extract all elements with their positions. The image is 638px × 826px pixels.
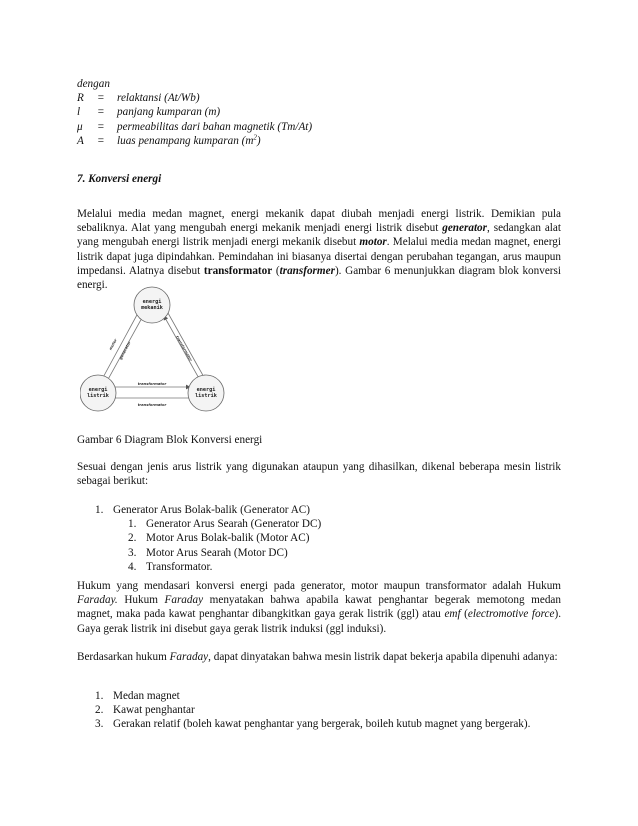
definition-text: relaktansi (At/Wb) [117, 92, 200, 105]
paragraph-text: Hukum [117, 594, 165, 607]
list-number: 3. [95, 718, 104, 731]
definition-text-tail: ) [256, 134, 261, 147]
node-label: energi [88, 387, 108, 393]
node-label: energi [142, 299, 162, 305]
list-item [128, 560, 548, 574]
list-text: Generator Arus Searah (Generator DC) [146, 518, 322, 531]
definition-symbol: l [77, 106, 81, 119]
definition-text: permeabilitas dari bahan magnetik (Tm/At) [117, 120, 313, 133]
paragraph-text: ). Gambar 6 menunjukkan diagram blok konversi energi. [77, 264, 561, 292]
paragraph-text: Melalui media medan magnet, energi mekanik dapat diubah menjadi energi listrik. Demikian pula sebaliknya. Alat yang mengubah energi mekanik menjadi energi listrik disebut [77, 208, 561, 235]
edge-label-generator: generator [118, 340, 132, 361]
list-text: Kawat penghantar [113, 704, 195, 717]
list-item [95, 703, 575, 717]
definition-symbol: μ [77, 120, 83, 133]
list-text: Medan magnet [113, 690, 180, 702]
list-number: 3. [128, 546, 137, 559]
paragraph-faraday [77, 579, 561, 636]
energy-conversion-diagram [80, 283, 230, 418]
paragraph-text: , dapat dinyatakan bahwa mesin listrik dapat bekerja apabila dipenuhi adanya: [208, 651, 558, 663]
edge-label-transformator-bottom: transformator [137, 403, 167, 407]
definitions-intro: dengan [77, 78, 110, 90]
list-item [128, 517, 548, 531]
definition-row [77, 120, 313, 134]
list-item [95, 717, 575, 731]
list-number: 2. [128, 532, 137, 545]
list-text: Motor Arus Bolak-balik (Motor AC) [146, 532, 310, 545]
list-item [95, 503, 515, 517]
term-generator: generator [442, 222, 487, 235]
paragraph-konversi [77, 207, 561, 292]
term-transformer: transformer [279, 264, 335, 277]
list-text: Motor Arus Searah (Motor DC) [146, 546, 288, 559]
definition-symbol: R [77, 92, 84, 105]
paragraph-text: Hukum yang mendasari konversi energi pada generator, motor maupun transformator adalah Hukum [77, 580, 561, 592]
definition-superscript: 2 [253, 133, 257, 142]
list-number: 1. [95, 504, 104, 516]
definition-row [77, 91, 200, 105]
paragraph-text: Sesuai dengan jenis arus listrik yang digunakan ataupun yang dihasilkan, dikenal beberapa mesin listrik sebagai berikut: [77, 461, 561, 488]
paragraph-text: . Melalui media medan magnet, energi listrik dapat juga dipindahkan. Pemindahan ini biasanya disertai dengan perubahan tegangan, arus maupun impedansi. Alatnya disebut [77, 236, 561, 277]
term-emf: emf [444, 608, 461, 621]
figure-caption: Gambar 6 Diagram Blok Konversi energi [77, 434, 263, 446]
term-faraday: Faraday. [77, 594, 118, 607]
paragraph-text: menyatakan bahwa apabila kawat penghantar begerak memotong medan magnet, maka pada kawat penghantar dibangkitkan gaya gerak listrik (ggl) atau [77, 594, 561, 621]
edge-label-transformator-mid: transformator [137, 382, 167, 386]
definition-equals: = [97, 134, 105, 147]
definition-text-main: luas penampang kumparan (m [117, 134, 254, 147]
list-number: 2. [95, 704, 104, 717]
term-faraday: Faraday [169, 651, 209, 663]
list-text: Generator Arus Bolak-balik (Generator AC) [113, 504, 310, 516]
list-item [95, 689, 575, 703]
edge-label-transformator: transformator [174, 335, 193, 362]
paragraph-text: Berdasarkan hukum [77, 651, 170, 663]
paragraph-syarat [77, 650, 561, 664]
machine-list [95, 503, 515, 574]
list-item [128, 531, 548, 545]
list-number: 1. [95, 690, 104, 702]
paragraph-text: ( [460, 608, 468, 621]
list-number: 1. [128, 518, 137, 531]
definition-equals: = [97, 120, 105, 133]
node-label: mekanik [141, 305, 163, 311]
node-label: energi [196, 387, 216, 393]
paragraph-jenis-arus [77, 460, 561, 488]
term-faraday: Faraday [164, 594, 204, 607]
list-text: Gerakan relatif (boleh kawat penghantar yang bergerak, boileh kutub magnet yang bergerak). [113, 718, 531, 731]
definition-row [77, 105, 221, 119]
definition-text [117, 134, 261, 148]
paragraph-text: , sedangkan alat yang mengubah energi listrik menjadi energi mekanik disebut [77, 222, 561, 249]
list-number: 4. [128, 560, 137, 573]
arrow-motor [100, 313, 138, 383]
definitions-block [77, 77, 313, 148]
definition-text: panjang kumparan (m) [117, 106, 221, 119]
node-label: listrik [195, 393, 217, 399]
requirement-list [95, 689, 575, 732]
arrow-transformator-right-down [168, 313, 205, 379]
list-text: Transformator. [146, 560, 213, 573]
definition-symbol: A [77, 134, 84, 147]
section-heading: 7. Konversi energi [77, 173, 162, 185]
paragraph-text: ( [272, 264, 280, 277]
definition-equals: = [97, 106, 105, 119]
paragraph-text: ). Gaya gerak listrik ini disebut gaya gerak listrik induksi (ggl induksi). [77, 608, 561, 635]
term-electromotive-force: electromotive force [467, 608, 555, 621]
edge-label-motor: motor [108, 338, 118, 351]
term-transformator: transformator [203, 264, 273, 277]
node-label: listrik [87, 393, 109, 399]
definition-row [77, 133, 261, 148]
term-motor: motor [359, 236, 387, 249]
definition-equals: = [97, 92, 105, 105]
list-item [128, 546, 548, 560]
